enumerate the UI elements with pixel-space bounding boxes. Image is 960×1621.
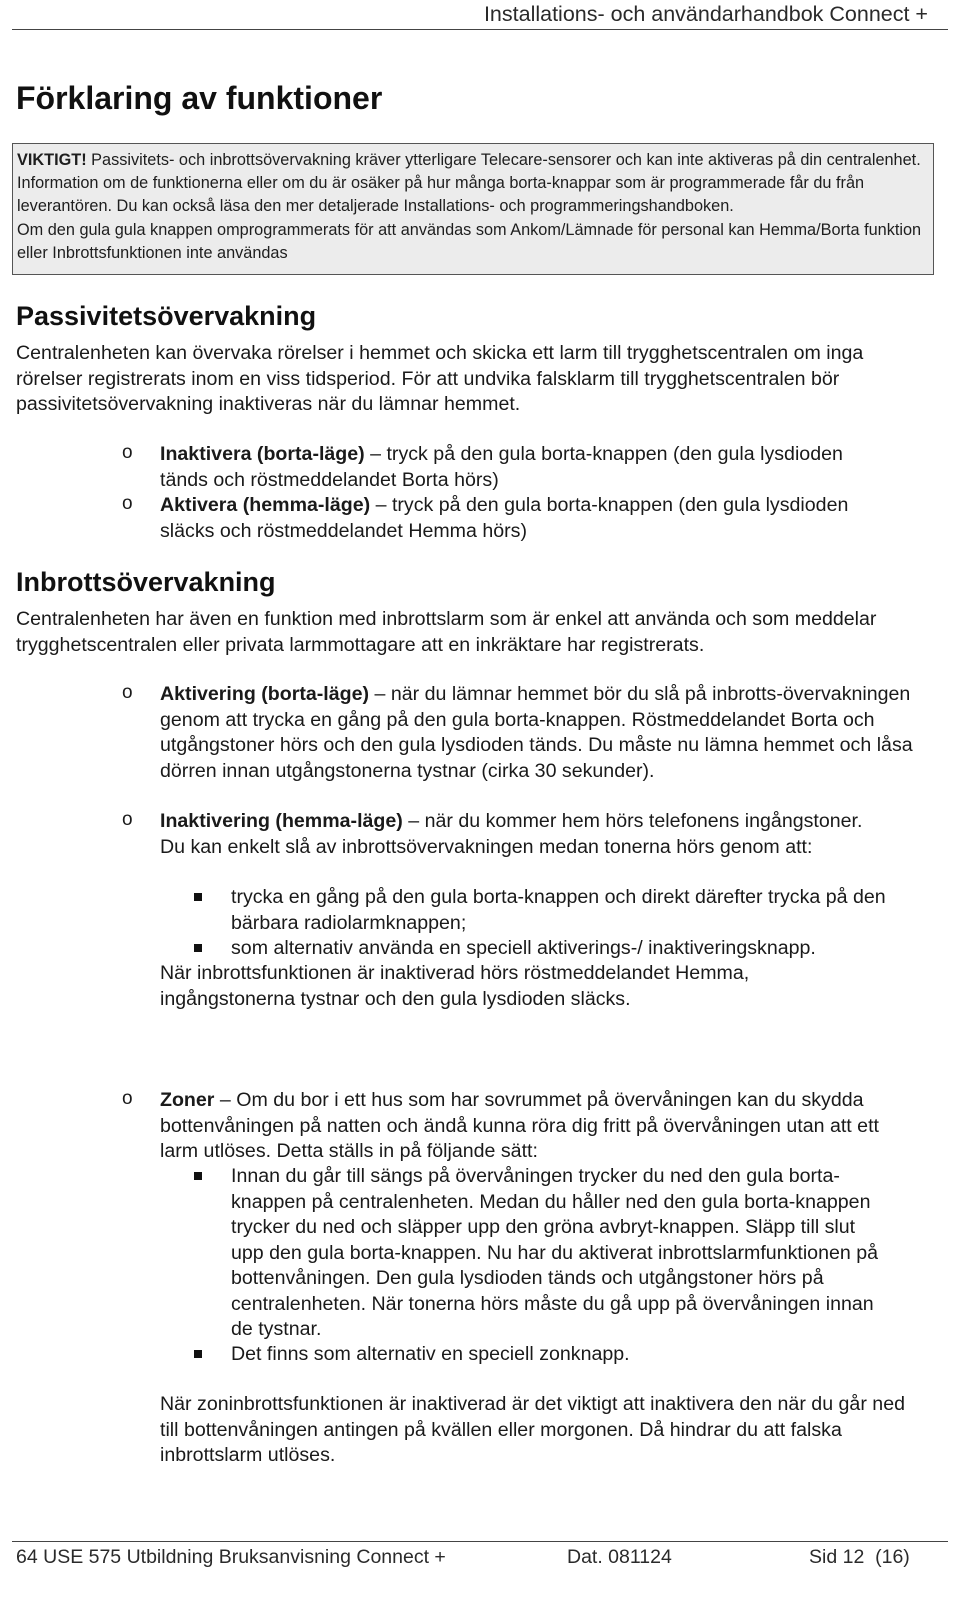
page-title: Förklaring av funktioner [16, 80, 383, 116]
burglary-intro: Centralenheten har även en funktion med inbrottslarm som är enkel att använda och som meddelar trygghetscentralen eller privata larmmottagare att en inkräktare har registrerats. [16, 608, 877, 656]
item-text: – när du kommer hem hörs telefonens ingångstoner. Du kan enkelt slå av inbrottsövervakningen medan tonerna hörs genom att: [160, 810, 863, 858]
item-text: – Om du bor i ett hus som har sovrummet på övervåningen kan du skydda bottenvåningen på natten och ändå kunna röra dig fritt på övervåningen utan att ett larm utlöses. Detta ställs in på följande sätt: [160, 1089, 879, 1162]
item-label: Aktivera (hemma-läge) [160, 494, 371, 516]
deactivation-after: När inbrottsfunktionen är inaktiverad hörs röstmeddelandet Hemma, ingångstonerna tystnar och den gula lysdioden släcks. [160, 962, 750, 1010]
bullet-o: o [122, 493, 133, 514]
notice-label: VIKTIGT! [17, 151, 87, 169]
item-text: – tryck på den gula borta-knappen (den gula lysdioden tänds och röstmeddelandet Borta hörs) [160, 443, 843, 491]
footer-document-id: 64 USE 575 Utbildning Bruksanvisning Connect + [16, 1546, 446, 1568]
zones-after: När zoninbrottsfunktionen är inaktiverad är det viktigt att inaktivera den när du går ned till bottenvåningen antingen på kvällen eller morgonen. Då hindrar du att falska inbrottslarm utlöses. [160, 1393, 905, 1466]
square-bullet [194, 944, 202, 952]
item-label: Inaktivera (borta-läge) [160, 443, 365, 465]
sub-list-item: som alternativ använda en speciell aktiverings-/ inaktiveringsknapp. [231, 937, 816, 959]
running-header: Installations- och användarhandbok Connect + [483, 2, 928, 26]
list-item-activation [160, 682, 920, 784]
sub-list-item: trycka en gång på den gula borta-knappen och direkt därefter trycka på den bärbara radiolarmknappen; [231, 886, 886, 934]
passivity-intro: Centralenheten kan övervaka rörelser i hemmet och skicka ett larm till trygghetscentralen om inga rörelser registrerats inom en viss tidsperiod. För att undvika falsklarm till trygghetscentralen bör passivitetsövervakning inaktiveras när du lämnar hemmet. [16, 342, 864, 415]
item-label: Zoner [160, 1089, 215, 1111]
item-text: – tryck på den gula borta-knappen (den gula lysdioden släcks och röstmeddelandet Hemma hörs) [160, 494, 849, 542]
header-rule [12, 29, 948, 30]
square-bullet [194, 1172, 202, 1180]
item-label: Inaktivering (hemma-läge) [160, 810, 403, 832]
important-notice-box [12, 143, 934, 275]
sub-list-item: Innan du går till sängs på övervåningen trycker du ned den gula borta-knappen på centralenheten. Medan du håller ned den gula borta-knappen trycker du ned och släpper upp den gröna avbryt-knappen. Släpp till slut upp den gula borta-knappen. Nu har du aktiverat inbrottslarmfunktionen på bottenvåningen. Den gula lysdioden tänds och utgångstoner hörs på centralenheten. När tonerna hörs måste du gå upp på övervåningen innan de tystnar. [231, 1165, 879, 1340]
square-bullet [194, 893, 202, 901]
footer-date: Dat. 081124 [567, 1546, 672, 1568]
bullet-o: o [122, 442, 133, 463]
section-heading-passivity: Passivitetsövervakning [16, 301, 317, 331]
sub-list-item: Det finns som alternativ en speciell zonknapp. [231, 1343, 630, 1365]
square-bullet [194, 1350, 202, 1358]
bullet-o: o [122, 682, 133, 703]
bullet-o: o [122, 809, 133, 830]
footer-page-number: Sid 12 (16) [809, 1546, 910, 1568]
list-item-deactivation [160, 809, 890, 860]
list-item-zones [160, 1088, 895, 1165]
item-label: Aktivering (borta-läge) [160, 683, 370, 705]
list-item [160, 493, 860, 544]
section-heading-burglary: Inbrottsövervakning [16, 567, 276, 597]
notice-paragraph-2: Om den gula gula knappen omprogrammerats för att användas som Ankom/Lämnade för personal kan Hemma/Borta funktion eller Inbrottsfunktionen inte användas [17, 220, 922, 262]
item-text: – när du lämnar hemmet bör du slå på inbrotts-övervakningen genom att trycka en gång på den gula borta-knappen. Röstmeddelandet Borta och utgångstoner hörs och den gula lysdioden tänds. Du måste nu lämna hemmet och låsa dörren innan utgångstonerna tystnar (cirka 30 sekunder). [160, 683, 913, 782]
bullet-o: o [122, 1088, 133, 1109]
list-item [160, 442, 860, 493]
notice-paragraph [17, 149, 925, 219]
footer-rule [12, 1541, 948, 1542]
notice-text: Passivitets- och inbrottsövervakning kräver ytterligare Telecare-sensorer och kan inte aktiveras på din centralenhet. Information om de funktionerna eller om du är osäker på hur många borta-knappar som är programmerade får du från leverantören. Du kan också läsa den mer detaljerade Installations- och programmeringshandboken. [17, 151, 921, 216]
